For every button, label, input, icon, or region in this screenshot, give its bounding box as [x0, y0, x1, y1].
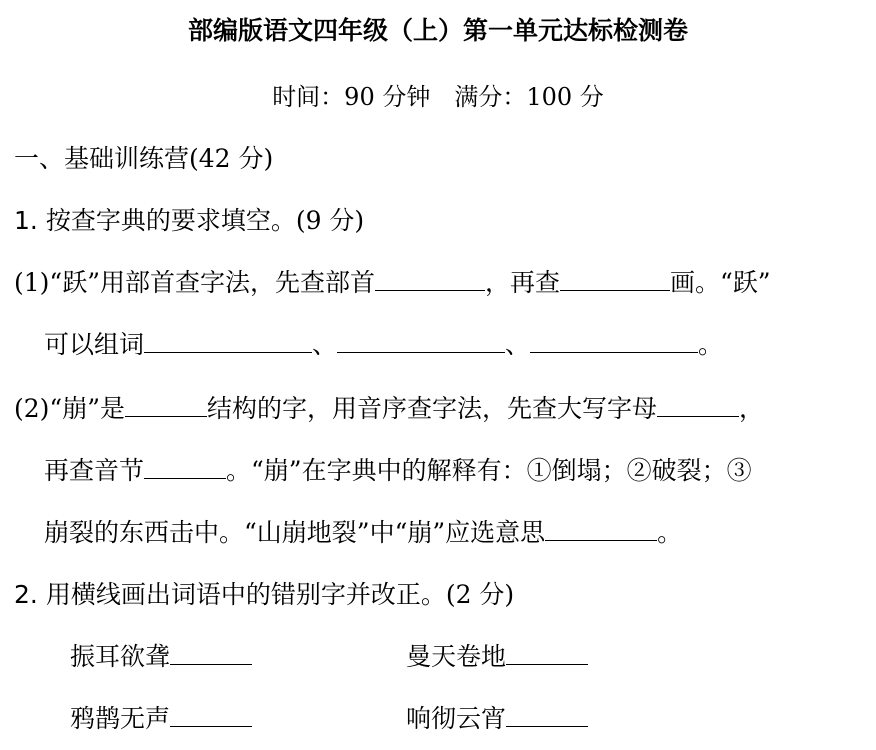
text-segment: 可以组词 — [44, 330, 145, 359]
question-number: 2. — [14, 580, 38, 609]
answer-blank[interactable] — [560, 266, 670, 291]
answer-blank[interactable] — [530, 328, 698, 353]
question-prompt: 按查字典的要求填空。(9 分) — [45, 206, 365, 235]
word-text: 曼天卷地 — [406, 642, 507, 671]
separator: 、 — [505, 330, 531, 359]
question-1 — [14, 204, 364, 238]
text-segment: (1)“跃”用部首查字法，先查部首 — [14, 268, 375, 297]
exam-meta: 时间：90 分钟 满分：100 分 — [272, 83, 604, 111]
q1-part1-line2 — [44, 328, 723, 362]
period: 。 — [657, 518, 683, 547]
separator: 、 — [312, 330, 338, 359]
word-text: 振耳欲聋 — [70, 642, 171, 671]
answer-blank[interactable] — [144, 454, 226, 479]
answer-blank[interactable] — [125, 392, 207, 417]
answer-blank[interactable] — [170, 640, 252, 665]
section-heading: 一、基础训练营(42 分) — [14, 144, 274, 173]
text-segment: ，再查 — [484, 268, 560, 297]
word-item — [406, 640, 588, 674]
question-prompt: 用横线画出词语中的错别字并改正。(2 分) — [45, 580, 515, 609]
q1-part1-line1 — [14, 266, 771, 300]
text-segment: 画。“跃” — [670, 268, 771, 297]
text-segment: 崩裂的东西击中。“山崩地裂”中“崩”应选意思 — [44, 518, 546, 547]
answer-blank[interactable] — [170, 702, 252, 727]
word-text: 鸦鹊无声 — [70, 704, 171, 733]
text-segment: (2)“崩”是 — [14, 394, 125, 423]
word-item — [70, 702, 252, 736]
question-number: 1. — [14, 206, 38, 235]
q1-part2-line3 — [44, 516, 682, 550]
text-segment: 再查音节 — [44, 456, 145, 485]
text-segment: 。“崩”在字典中的解释有：①倒塌；②破裂；③ — [226, 456, 752, 485]
q1-part2-line2 — [44, 454, 752, 488]
answer-blank[interactable] — [545, 516, 657, 541]
answer-blank[interactable] — [337, 328, 505, 353]
answer-blank[interactable] — [144, 328, 312, 353]
question-2 — [14, 578, 514, 612]
text-segment: ， — [739, 394, 765, 423]
answer-blank[interactable] — [657, 392, 739, 417]
q1-part2-line1 — [14, 392, 764, 426]
text-segment: 结构的字，用音序查字法，先查大写字母 — [206, 394, 657, 423]
word-item — [406, 702, 588, 736]
word-text: 响彻云宵 — [406, 704, 507, 733]
page-title: 部编版语文四年级（上）第一单元达标检测卷 — [187, 16, 688, 45]
period: 。 — [698, 330, 724, 359]
answer-blank[interactable] — [375, 266, 485, 291]
word-item — [70, 640, 252, 674]
answer-blank[interactable] — [506, 702, 588, 727]
answer-blank[interactable] — [506, 640, 588, 665]
